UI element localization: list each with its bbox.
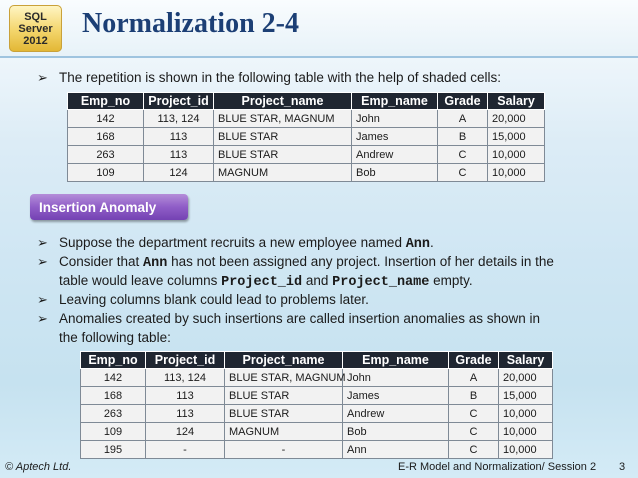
bullet-4-text-line2: the following table:: [59, 330, 171, 345]
table-cell: 168: [68, 128, 144, 146]
table-header-row: [68, 93, 545, 110]
table-cell: 113: [144, 128, 214, 146]
table-cell: BLUE STAR: [214, 146, 352, 164]
table-cell: 109: [68, 164, 144, 182]
table-cell: 113: [144, 146, 214, 164]
table-cell: 113, 124: [146, 369, 225, 387]
table-row: [68, 110, 545, 128]
arrow-bullet-icon: ➢: [37, 235, 48, 250]
arrow-bullet-icon: ➢: [37, 292, 48, 307]
table-cell: 195: [81, 441, 146, 459]
table-cell: BLUE STAR: [225, 387, 343, 405]
table-cell: 263: [68, 146, 144, 164]
bullet-2-text-line2: table would leave columns Project_id and Project_name empty.: [59, 273, 473, 290]
table-row: [81, 405, 553, 423]
column-header: Emp_name: [343, 352, 449, 369]
repetition-table: [67, 92, 545, 182]
table-cell: 10,000: [488, 146, 545, 164]
footer-page-number: 3: [619, 461, 626, 473]
arrow-bullet-icon: ➢: [37, 311, 48, 326]
table-cell: 10,000: [488, 164, 545, 182]
column-header: Project_name: [214, 93, 352, 110]
table-cell: C: [449, 423, 499, 441]
column-header: Emp_no: [81, 352, 146, 369]
table-cell: 124: [144, 164, 214, 182]
table-cell: 10,000: [499, 441, 553, 459]
table-cell: James: [343, 387, 449, 405]
table-cell: B: [449, 387, 499, 405]
sql-server-logo: [9, 5, 62, 52]
slide-title: Normalization 2-4: [82, 8, 299, 39]
footer-copyright: © Aptech Ltd.: [5, 461, 72, 473]
table-cell: BLUE STAR: [225, 405, 343, 423]
table-cell: 142: [68, 110, 144, 128]
table-cell: Ann: [343, 441, 449, 459]
footer-session: E-R Model and Normalization/ Session 2: [398, 461, 597, 473]
table-cell: 113: [146, 405, 225, 423]
table-cell: 142: [81, 369, 146, 387]
table-cell: 20,000: [488, 110, 545, 128]
table-cell: MAGNUM: [225, 423, 343, 441]
bullet-4-text: Anomalies created by such insertions are called insertion anomalies as shown in: [59, 311, 541, 326]
table-cell: -: [146, 441, 225, 459]
table-cell: BLUE STAR: [214, 128, 352, 146]
column-header: Grade: [449, 352, 499, 369]
table-cell: 113: [146, 387, 225, 405]
insertion-anomaly-table: [80, 351, 553, 459]
table-cell: John: [352, 110, 438, 128]
column-header: Emp_name: [352, 93, 438, 110]
table-cell: 113, 124: [144, 110, 214, 128]
bullet-2-text: Consider that Ann has not been assigned any project. Insertion of her details in the: [59, 254, 554, 271]
table-cell: Bob: [352, 164, 438, 182]
logo-line-2: Server: [18, 22, 53, 35]
table-cell: MAGNUM: [214, 164, 352, 182]
table-cell: 124: [146, 423, 225, 441]
table-cell: B: [438, 128, 488, 146]
intro-text: The repetition is shown in the following table with the help of shaded cells:: [59, 70, 502, 85]
column-header: Project_name: [225, 352, 343, 369]
arrow-bullet-icon: ➢: [37, 70, 48, 85]
column-header: Project_id: [146, 352, 225, 369]
header-bar: [0, 0, 638, 57]
table-cell: BLUE STAR, MAGNUM: [225, 369, 343, 387]
table-cell: A: [438, 110, 488, 128]
table-row: [81, 387, 553, 405]
table-cell: 263: [81, 405, 146, 423]
table-cell: 20,000: [499, 369, 553, 387]
table-cell: 15,000: [499, 387, 553, 405]
column-header: Project_id: [144, 93, 214, 110]
column-header: Salary: [488, 93, 545, 110]
logo-line-1: SQL: [24, 10, 47, 23]
logo-line-3: 2012: [23, 34, 48, 47]
table-cell: John: [343, 369, 449, 387]
table-row: [81, 441, 553, 459]
table-cell: 109: [81, 423, 146, 441]
table-cell: A: [449, 369, 499, 387]
table-cell: C: [449, 441, 499, 459]
table-cell: Bob: [343, 423, 449, 441]
table-row: [81, 369, 553, 387]
table-row: [68, 146, 545, 164]
table-cell: C: [438, 146, 488, 164]
table-cell: James: [352, 128, 438, 146]
table-cell: C: [438, 164, 488, 182]
table-header-row: [81, 352, 553, 369]
table-cell: 168: [81, 387, 146, 405]
title-divider: [0, 56, 638, 58]
bullet-3-text: Leaving columns blank could lead to problems later.: [59, 292, 369, 307]
bullet-1-text: Suppose the department recruits a new employee named Ann.: [59, 235, 434, 252]
insertion-anomaly-badge: Insertion Anomaly: [30, 194, 188, 220]
table-row: [68, 164, 545, 182]
table-row: [81, 423, 553, 441]
column-header: Grade: [438, 93, 488, 110]
table-cell: C: [449, 405, 499, 423]
column-header: Emp_no: [68, 93, 144, 110]
table-cell: 10,000: [499, 423, 553, 441]
table-cell: 15,000: [488, 128, 545, 146]
table-cell: BLUE STAR, MAGNUM: [214, 110, 352, 128]
arrow-bullet-icon: ➢: [37, 254, 48, 269]
table-cell: Andrew: [352, 146, 438, 164]
table-cell: 10,000: [499, 405, 553, 423]
table-row: [68, 128, 545, 146]
table-cell: -: [225, 441, 343, 459]
column-header: Salary: [499, 352, 553, 369]
table-cell: Andrew: [343, 405, 449, 423]
